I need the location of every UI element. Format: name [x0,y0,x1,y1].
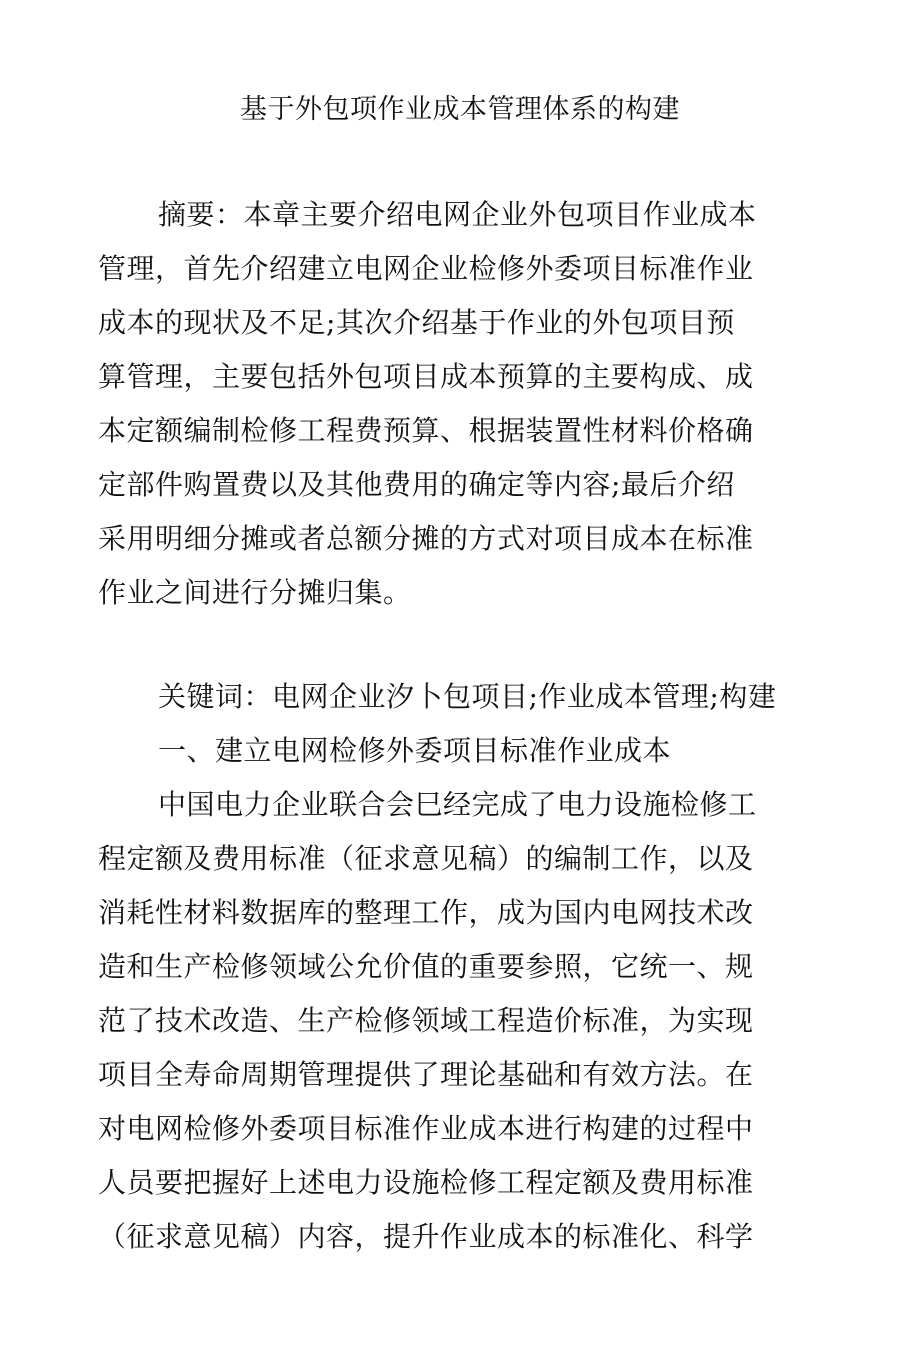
abstract-line: 算管理，主要包括外包项目成本预算的主要构成、成 [98,360,754,393]
abstract-line: 作业之间进行分摊归集。 [98,576,412,609]
body-line: 对电网检修外委项目标准作业成本进行构建的过程中 [98,1112,754,1145]
body-line: 造和生产检修领域公允价值的重要参照，它统一、规 [98,950,754,983]
abstract-line: 摘要：本章主要介绍电网企业外包项目作业成本 [158,198,757,231]
abstract-line: 本定额编制检修工程费预算、根据装置性材料价格确 [98,414,754,447]
keywords-line: 关键词：电网企业汐卜包项目;作业成本管理;构建 [158,680,777,713]
abstract-line: 管理，首先介绍建立电网企业检修外委项目标准作业 [98,252,754,285]
body-line: （征求意见稿）内容，提升作业成本的标准化、科学 [98,1220,754,1253]
body-line: 消耗性材料数据库的整理工作，成为国内电网技术改 [98,896,754,929]
body-line: 程定额及费用标准（征求意见稿）的编制工作，以及 [98,842,754,875]
body-line: 人员要把握好上述电力设施检修工程定额及费用标准 [98,1166,754,1199]
abstract-line: 采用明细分摊或者总额分摊的方式对项目成本在标准 [98,522,754,555]
body-line: 范了技术改造、生产检修领域工程造价标准，为实现 [98,1004,754,1037]
section-heading: 一、建立电网检修外委项目标准作业成本 [158,734,672,767]
body-line: 中国电力企业联合会巳经完成了电力设施检修工 [158,788,757,821]
abstract-line: 定部件购置费以及其他费用的确定等内容;最后介绍 [98,468,735,501]
abstract-line: 成本的现状及不足;其次介绍基于作业的外包项目预 [98,306,735,339]
body-line: 项目全寿命周期管理提供了理论基础和有效方法。在 [98,1058,754,1091]
document-title: 基于外包项作业成本管理体系的构建 [240,94,680,125]
